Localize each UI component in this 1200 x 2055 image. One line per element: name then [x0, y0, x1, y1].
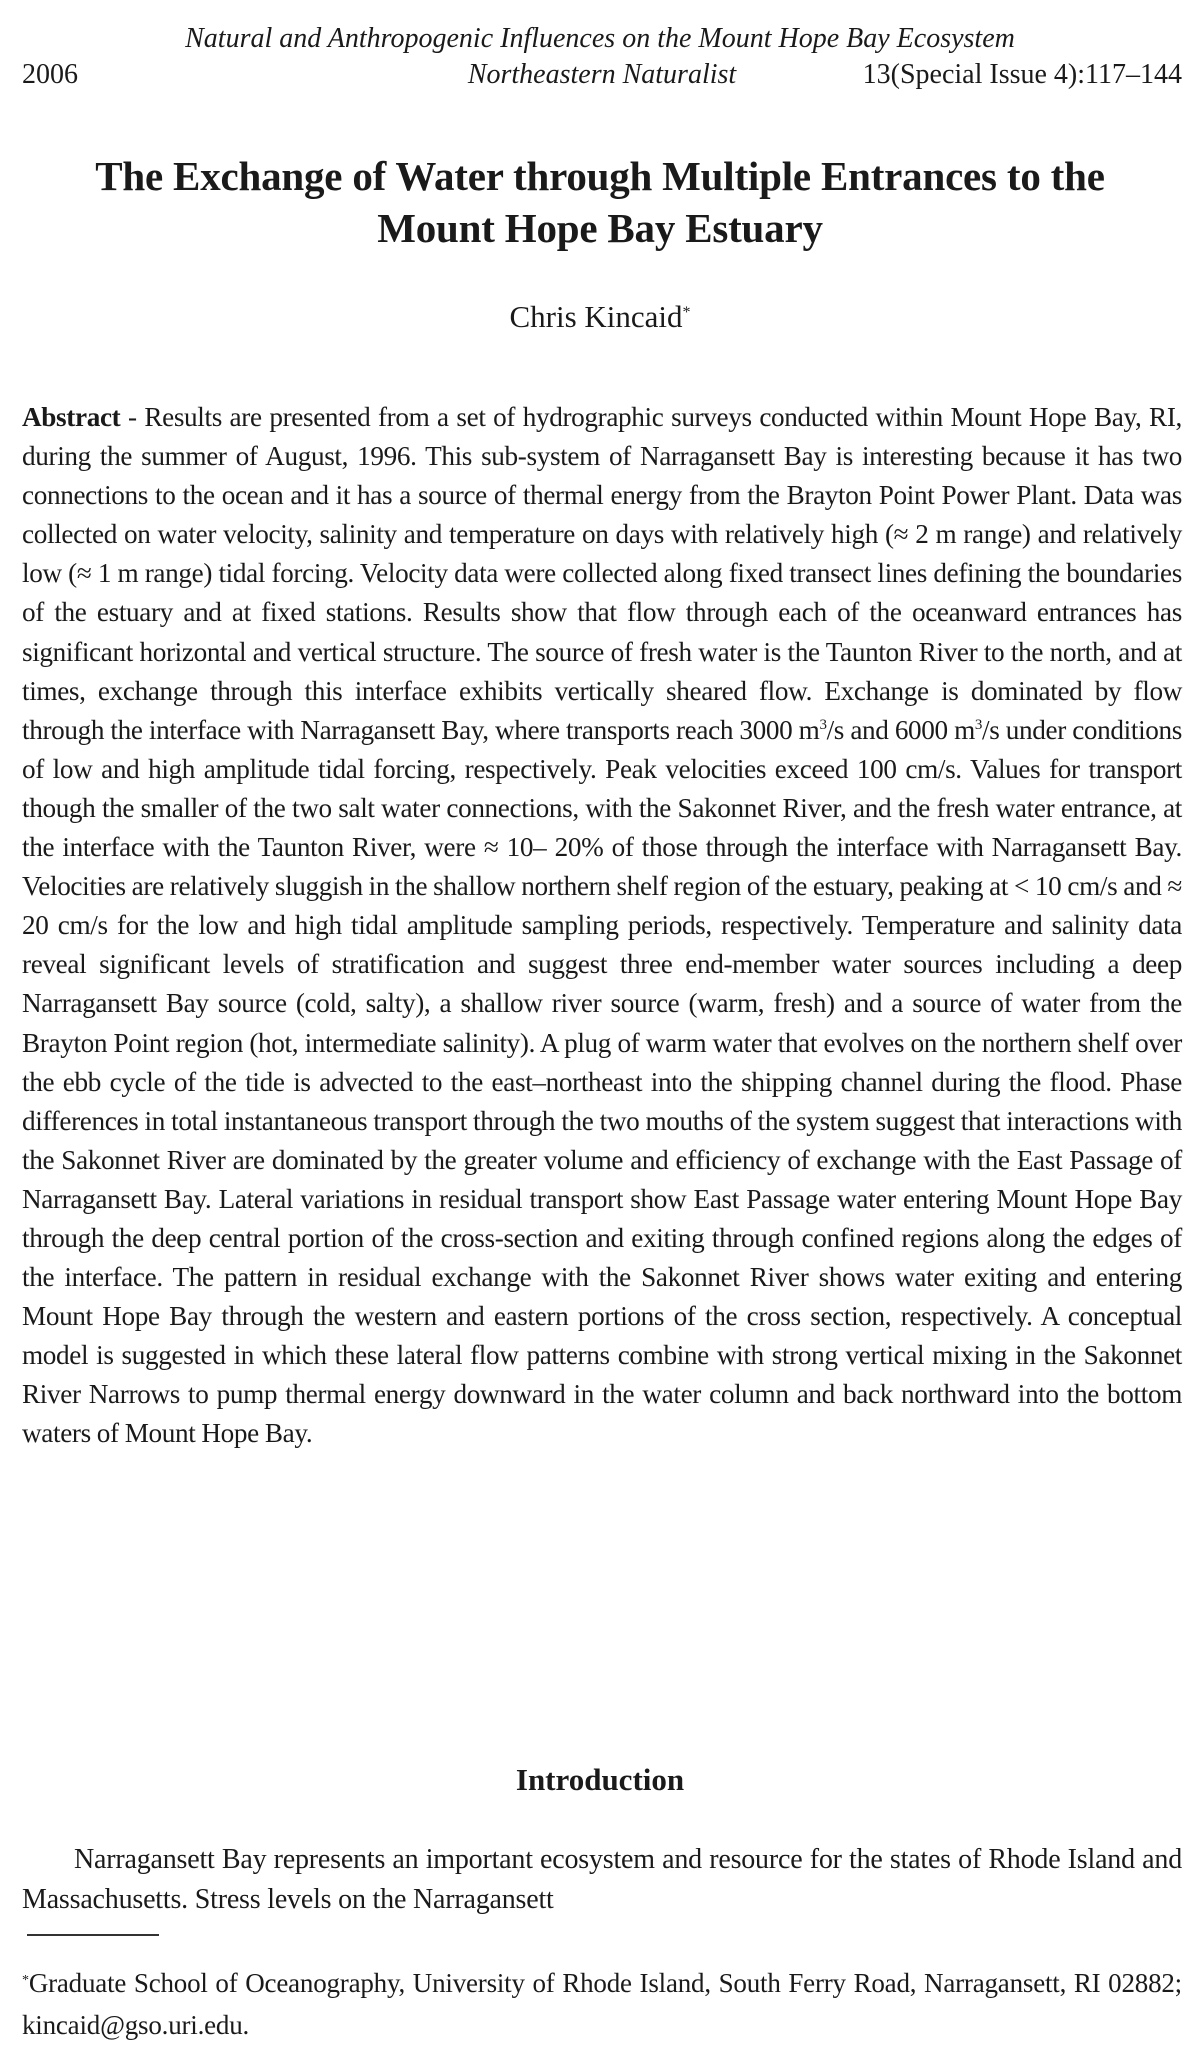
superscript-3: 3	[974, 716, 983, 733]
footnote-divider	[27, 1934, 159, 1936]
issue-pages: 13(Special Issue 4):117–144	[862, 59, 1182, 90]
abstract-text-part2: /s and 6000 m	[826, 714, 975, 745]
running-title: Natural and Anthropogenic Influences on the Mount Hope Bay Ecosystem	[185, 23, 1015, 54]
author-line	[0, 298, 1200, 336]
journal-header	[22, 58, 1182, 92]
footnote-text: Graduate School of Oceanography, University of Rhode Island, South Ferry Road, Narragansett, RI 02882; kincaid@gso.uri.edu.	[22, 1968, 1182, 2040]
article-title: The Exchange of Water through Multiple Entrances to the Mount Hope Bay Estuary	[95, 153, 1105, 251]
publication-year: 2006	[22, 59, 78, 90]
footnote-mark: *	[22, 1973, 29, 1988]
abstract-label: Abstract	[22, 402, 121, 432]
superscript-3: 3	[819, 716, 827, 733]
journal-name: Northeastern Naturalist	[467, 59, 737, 90]
abstract-text-part1: Results are presented from a set of hydrographic surveys conducted within Mount Hope Bay, RI, during the summer of August, 1996. This sub-system of Narragansett Bay is interesting because it has two connections to the ocean and it has a source of thermal energy from the Brayton Point Power Plant. Data was collected on water velocity, salinity and temperature on days with relatively high (≈ 2 m range) and relatively low (≈ 1 m range) tidal forcing. Velocity data were collected along fixed transect lines defining the boundaries of the estuary and at fixed stations. Results show that flow through each of the oceanward entrances has significant horizontal and vertical structure. The source of fresh water is the Taunton River to the north, and at times, exchange through this interface exhibits vertically sheared flow. Exchange is dominated by flow through the interface with Narragansett Bay, where transports reach 3000 m	[22, 402, 1182, 745]
section-heading-introduction: Introduction	[515, 1762, 685, 1797]
author-footnote-mark[interactable]: *	[682, 304, 691, 321]
abstract-text-part3: /s under conditions of low and high amplitude tidal forcing, respectively. Peak velocities exceed 100 cm/s. Values for transport though the smaller of the two salt water connections, with the Sakonnet River, and the fresh water entrance, at the interface with the Taunton River, were ≈ 10– 20% of those through the interface with Narragansett Bay. Velocities are relatively sluggish in the shallow northern shelf region of the estuary, peaking at < 10 cm/s and ≈ 20 cm/s for the low and high tidal amplitude sampling periods, respectively. Temperature and salinity data reveal significant levels of stratification and suggest three end-member water sources including a deep Narragansett Bay source (cold, salty), a shallow river source (warm, fresh) and a source of water from the Brayton Point region (hot, intermediate salinity). A plug of warm water that evolves on the northern shelf over the ebb cycle of the tide is advected to the east–northeast into the shipping channel during the flood. Phase differences in total instantaneous transport through the two mouths of the system suggest that interactions with the Sakonnet River are dominated by the greater volume and efficiency of exchange with the East Passage of Narragansett Bay. Lateral variations in residual transport show East Passage water entering Mount Hope Bay through the deep central portion of the cross-section and exiting through confined regions along the edges of the interface. The pattern in residual exchange with the Sakonnet River shows water exiting and entering Mount Hope Bay through the western and eastern portions of the cross section, respectively. A conceptual model is suggested in which these lateral flow patterns combine with strong vertical mixing in the Sakonnet River Narrows to pump thermal energy downward in the water column and back northward into the bottom waters of Mount Hope Bay.	[22, 714, 1182, 1449]
author-affiliation-footnote	[22, 1962, 1182, 2046]
author-name: Chris Kincaid	[509, 299, 683, 334]
abstract-separator: -	[120, 402, 145, 432]
introduction-paragraph: Narragansett Bay represents an important ecosystem and resource for the states of Rhode Island and Massachusetts. Stress levels on the Narragansett	[22, 1844, 1182, 1915]
abstract-paragraph	[22, 398, 1182, 1454]
